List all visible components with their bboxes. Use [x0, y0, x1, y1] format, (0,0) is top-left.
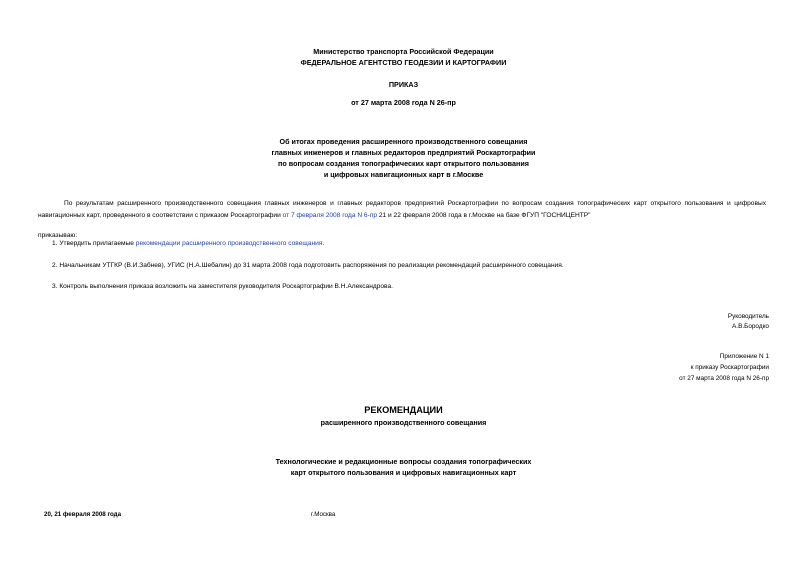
preamble-text-start: По результатам расширенного производственного совещания главных инженеров и главных редакторов предприятий Роскартографии по вопросам создания топографических карт открытого пользования и цифровых навигационных карт, проведенного в соответствии с приказом Роскартографии: [38, 200, 766, 219]
title-line-2: главных инженеров и главных редакторов предприятий Роскартографии: [271, 148, 536, 157]
title-line-4: и цифровых навигационных карт в г.Москве: [323, 170, 484, 179]
meeting-city: г.Москва: [311, 511, 336, 518]
order-word: приказываю:: [38, 232, 78, 239]
order-item-2: 2. Начальникам УТГКР (В.И.Забнев), УГИС (Н.А.Шебалин) до 31 марта 2008 года подготовить распоряжения по реализации рекомендаций расширенного совещания.: [52, 262, 564, 269]
order-item-1-text: 1. Утвердить прилагаемые: [52, 240, 136, 247]
appendix-number: Приложение N 1: [719, 353, 769, 360]
title-line-3: по вопросам создания топографических карт открытого пользования: [278, 159, 529, 168]
document-date-number: от 27 марта 2008 года N 26-пр: [351, 98, 456, 107]
appendix-date: от 27 марта 2008 года N 26-пр: [679, 375, 769, 382]
recommendations-subheading: расширенного производственного совещания: [320, 418, 487, 427]
subtitle-line-2: карт открытого пользования и цифровых навигационных карт: [290, 468, 517, 477]
order-item-1: [52, 240, 324, 247]
order-item-1-end: .: [322, 240, 325, 247]
order-item-3: 3. Контроль выполнения приказа возложить на заместителя руководителя Роскартографии В.Н.Александрова.: [52, 283, 393, 290]
subtitle-line-1: Технологические и редакционные вопросы создания топографических: [275, 457, 532, 466]
order-6-pr-link[interactable]: от 7 февраля 2008 года N 6-пр: [282, 211, 378, 219]
recommendations-link[interactable]: рекомендации расширенного производственного совещания: [135, 240, 323, 247]
recommendations-heading: РЕКОМЕНДАЦИИ: [364, 405, 443, 415]
appendix-order-ref: к приказу Роскартографии: [690, 364, 769, 371]
meeting-dates: 20, 21 февраля 2008 года: [44, 511, 122, 518]
signature-position: Руководитель: [727, 313, 769, 320]
title-line-1: Об итогах проведения расширенного производственного совещания: [279, 137, 528, 146]
document-type: ПРИКАЗ: [388, 80, 419, 89]
preamble-paragraph: [38, 198, 766, 222]
preamble-text-end: 21 и 22 февраля 2008 года в г.Москве на базе ФГУП "ГОСНИЦЕНТР": [377, 211, 591, 219]
signature-name: А.В.Бородко: [732, 323, 769, 330]
ministry-name: Министерство транспорта Российской Федерации: [313, 47, 494, 56]
agency-name: ФЕДЕРАЛЬНОЕ АГЕНТСТВО ГЕОДЕЗИИ И КАРТОГРАФИИ: [300, 58, 507, 67]
